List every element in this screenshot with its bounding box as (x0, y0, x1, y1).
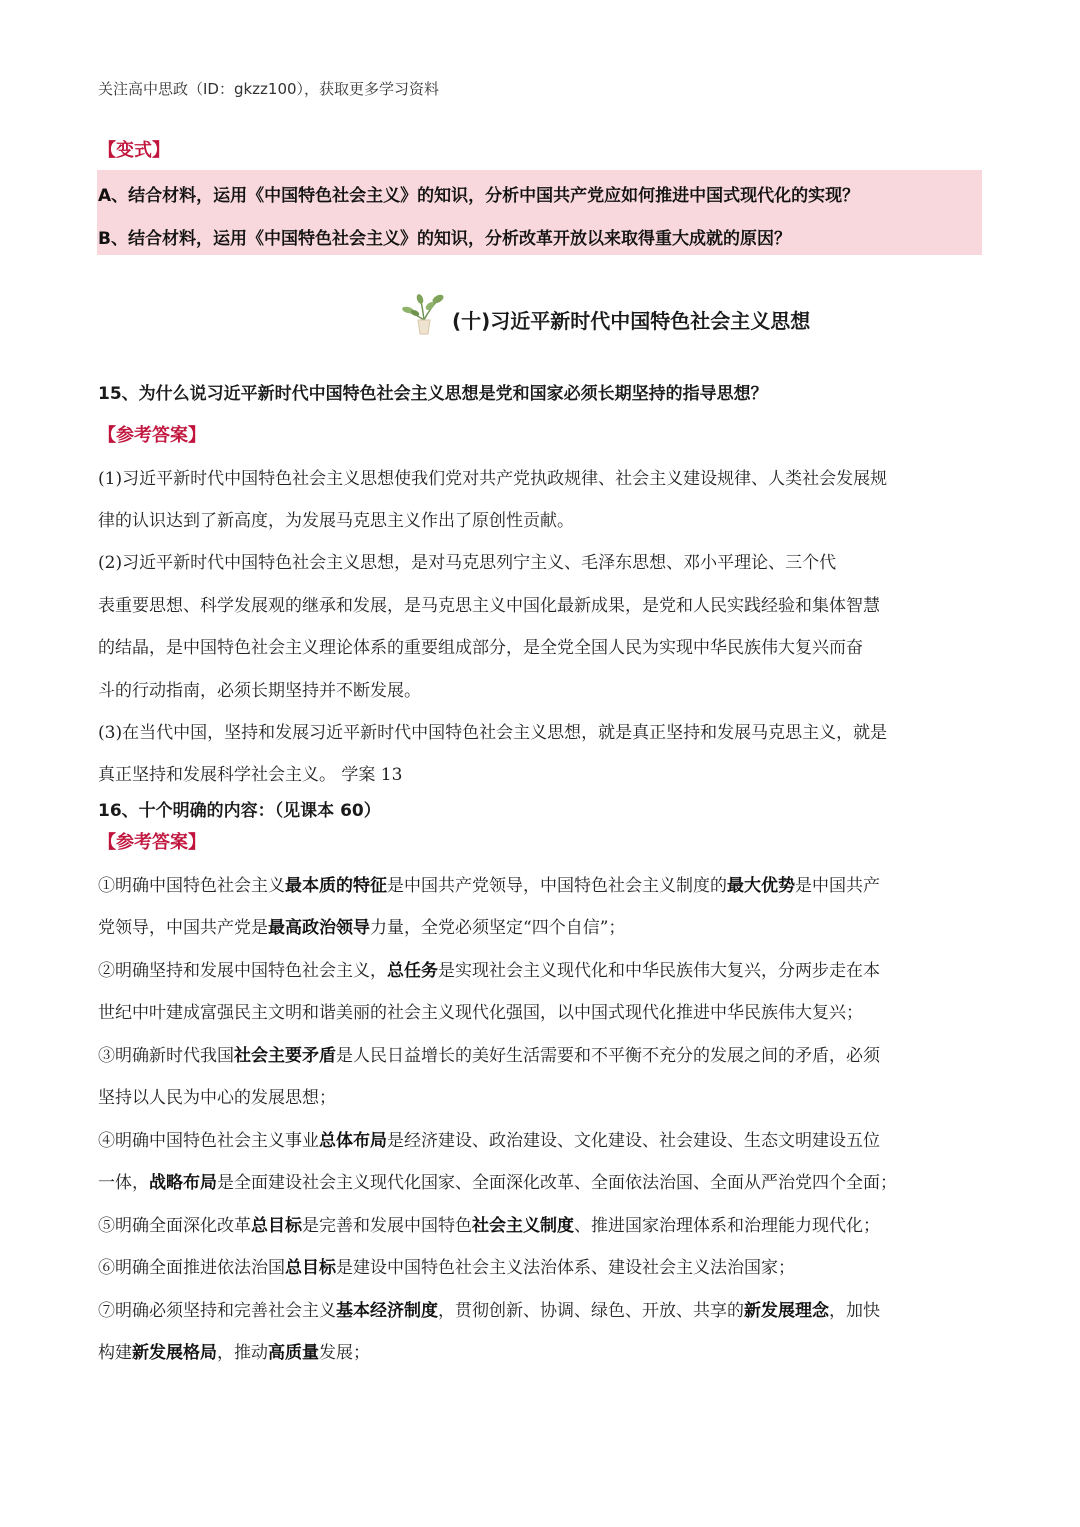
point-1-line-1: ①明确中国特色社会主义最本质的特征是中国共产党领导，中国特色社会主义制度的最大优势是中国共产 (98, 876, 880, 896)
point-1-line-2: 党领导，中国共产党是最高政治领导力量，全党必须坚定“四个自信”； (98, 918, 626, 938)
point-4-line-2: 一体，战略布局是全面建设社会主义现代化国家、全面深化改革、全面依法治国、全面从严治党四个全面； (98, 1173, 897, 1193)
point-4-line-1: ④明确中国特色社会主义事业总体布局是经济建设、政治建设、文化建设、社会建设、生态文明建设五位 (98, 1131, 880, 1151)
point-5-line: ⑤明确全面深化改革总目标是完善和发展中国特色社会主义制度、推进国家治理体系和治理能力现代化； (98, 1216, 880, 1236)
answer-15-line: 真正坚持和发展科学社会主义。 学案 13 (98, 765, 403, 785)
section-title (400, 286, 810, 336)
answer-tag-15: 【参考答案】 (98, 425, 206, 446)
header-note: 关注高中思政（ID：gkzz100），获取更多学习资料 (98, 80, 440, 98)
answer-15-line: (2)习近平新时代中国特色社会主义思想，是对马克思列宁主义、毛泽东思想、邓小平理论、三个代 (98, 553, 837, 573)
answer-15-line: (1)习近平新时代中国特色社会主义思想使我们党对共产党执政规律、社会主义建设规律、人类社会发展规 (98, 469, 888, 489)
answer-tag-16: 【参考答案】 (98, 832, 206, 853)
answer-15-line: 斗的行动指南，必须长期坚持并不断发展。 (98, 681, 421, 701)
point-7-line-1: ⑦明确必须坚持和完善社会主义基本经济制度，贯彻创新、协调、绿色、开放、共享的新发展理念，加快 (98, 1301, 880, 1321)
point-2-line-1: ②明确坚持和发展中国特色社会主义，总任务是实现社会主义现代化和中华民族伟大复兴，分两步走在本 (98, 961, 880, 981)
point-3-line-2: 坚持以人民为中心的发展思想； (98, 1088, 336, 1108)
point-7-line-2: 构建新发展格局，推动高质量发展； (98, 1343, 370, 1363)
answer-15-line: 的结晶，是中国特色社会主义理论体系的重要组成部分，是全党全国人民为实现中华民族伟大复兴而奋 (98, 638, 863, 658)
point-6-line: ⑥明确全面推进依法治国总目标是建设中国特色社会主义法治体系、建设社会主义法治国家； (98, 1258, 795, 1278)
plant-icon (400, 290, 448, 336)
answer-15-line: (3)在当代中国，坚持和发展习近平新时代中国特色社会主义思想，就是真正坚持和发展马克思主义，就是 (98, 723, 888, 743)
answer-15-line: 律的认识达到了新高度，为发展马克思主义作出了原创性贡献。 (98, 511, 574, 531)
point-3-line-1: ③明确新时代我国社会主要矛盾是人民日益增长的美好生活需要和不平衡不充分的发展之间的矛盾，必须 (98, 1046, 880, 1066)
variant-tag: 【变式】 (98, 140, 170, 161)
variant-question-b: B、结合材料，运用《中国特色社会主义》的知识，分析改革开放以来取得重大成就的原因？ (98, 229, 791, 249)
question-16-title: 16、十个明确的内容：（见课本 60） (98, 801, 381, 821)
point-2-line-2: 世纪中叶建成富强民主文明和谐美丽的社会主义现代化强国，以中国式现代化推进中华民族伟大复兴； (98, 1003, 863, 1023)
section-title-text: (十)习近平新时代中国特色社会主义思想 (452, 309, 811, 333)
variant-question-a: A、结合材料，运用《中国特色社会主义》的知识，分析中国共产党应如何推进中国式现代化的实现？ (98, 186, 860, 206)
answer-15-line: 表重要思想、科学发展观的继承和发展，是马克思主义中国化最新成果，是党和人民实践经验和集体智慧 (98, 596, 880, 616)
question-15-title: 15、为什么说习近平新时代中国特色社会主义思想是党和国家必须长期坚持的指导思想？ (98, 384, 768, 404)
